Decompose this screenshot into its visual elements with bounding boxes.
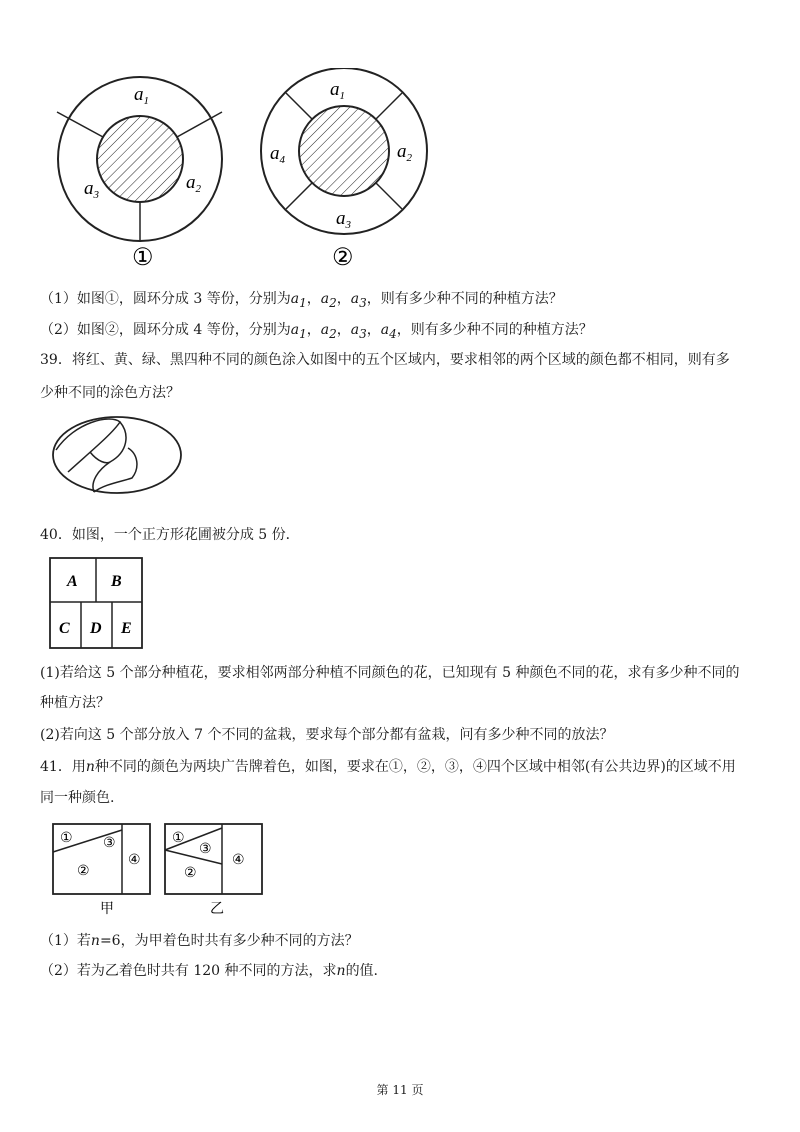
problem39-line2: 少种不同的涂色方法？	[40, 385, 180, 401]
board-yi-region-2: ②	[184, 866, 197, 881]
ring2-label-a1: $a_1$	[330, 79, 345, 102]
problem40-q2: (2)若向这 5 个部分放入 7 个不同的盆栽，要求每个部分都有盆栽，问有多少种不同的放法？	[40, 727, 614, 743]
problem41-q1: （1）若n=6，为甲着色时共有多少种不同的方法？	[40, 933, 359, 949]
board-yi-region-1: ①	[172, 831, 185, 846]
problem41-q2: （2）若为乙着色时共有 120 种不同的方法，求n的值.	[40, 963, 379, 979]
ring-figure-1	[50, 68, 240, 278]
board-yi-figure	[162, 820, 267, 920]
ring2-label-a4: $a_4$	[270, 143, 285, 166]
board-jia-region-1: ①	[60, 831, 73, 846]
problem40-intro: 40．如图，一个正方形花圃被分成 5 份．	[40, 527, 300, 543]
board-yi-region-3: ③	[199, 842, 212, 857]
problem41-line2: 同一种颜色.	[40, 790, 115, 806]
garden-label-d: D	[90, 620, 102, 637]
garden-label-e: E	[121, 620, 132, 637]
oval-regions-figure	[50, 412, 185, 497]
page-number: 第 11 页	[376, 1083, 424, 1097]
garden-label-b: B	[111, 573, 122, 590]
ring1-label-a3: $a_3$	[84, 178, 99, 201]
problem39-line1: 39．将红、黄、绿、黑四种不同的颜色涂入如图中的五个区域内，要求相邻的两个区域的颜色都不相同，则有多	[40, 352, 730, 368]
ring2-label-a2: $a_2$	[397, 141, 412, 164]
board-jia-caption: 甲	[100, 902, 114, 917]
ring-figure-2	[250, 68, 440, 278]
garden-label-c: C	[59, 620, 70, 637]
board-jia-region-2: ②	[77, 864, 90, 879]
board-jia-region-3: ③	[103, 836, 116, 851]
ring1-caption: ①	[132, 245, 154, 271]
board-yi-caption: 乙	[210, 902, 224, 917]
board-yi-region-4: ④	[232, 853, 245, 868]
prev-problem-q2: （2）如图②，圆环分成 4 等份，分别为$a_1$，$a_2$，$a_3$，$a_4$，则有多少种不同的种植方法？	[40, 322, 593, 341]
garden-label-a: A	[67, 573, 78, 590]
ring2-label-a3: $a_3$	[336, 208, 351, 231]
problem41-line1: 41．用n种不同的颜色为两块广告牌着色，如图，要求在①，②，③，④四个区域中相邻(有公共边界)的区域不用	[40, 759, 736, 775]
ring1-label-a1: $a_1$	[134, 84, 149, 107]
board-jia-figure	[50, 820, 155, 920]
board-jia-region-4: ④	[128, 853, 141, 868]
problem40-q1-line2: 种植方法？	[40, 695, 110, 711]
ring1-label-a2: $a_2$	[186, 172, 201, 195]
ring2-caption: ②	[332, 245, 354, 271]
prev-problem-q1: （1）如图①，圆环分成 3 等份，分别为$a_1$，$a_2$，$a_3$，则有多少种不同的种植方法？	[40, 291, 563, 310]
square-garden-figure	[48, 556, 144, 650]
problem40-q1-line1: (1)若给这 5 个部分种植花，要求相邻两部分种植不同颜色的花，已知现有 5 种颜色不同的花，求有多少种不同的	[40, 665, 740, 681]
